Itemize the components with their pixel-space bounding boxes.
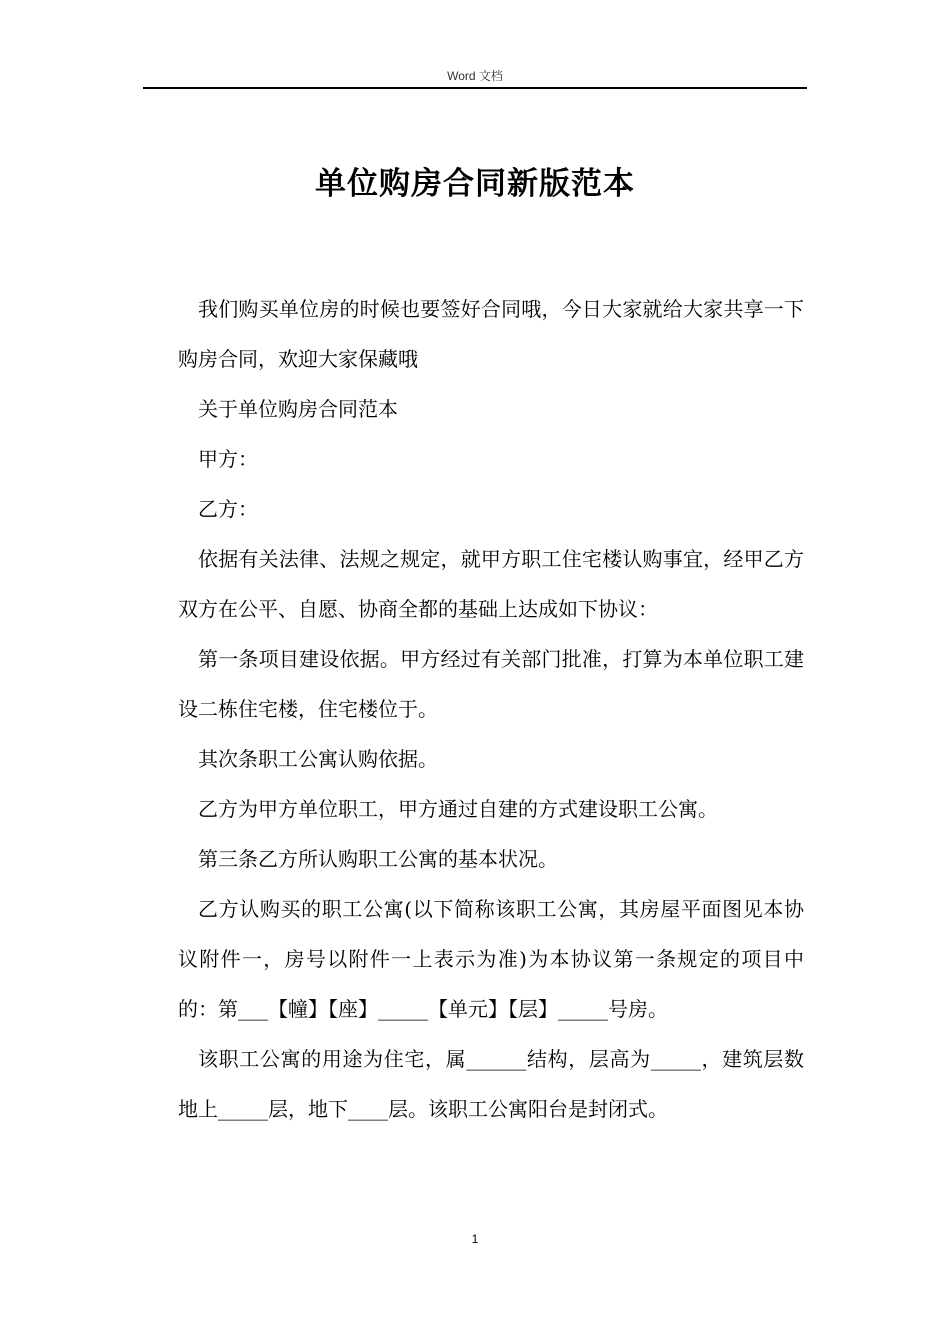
paragraph-preamble: 依据有关法律、法规之规定，就甲方职工住宅楼认购事宜，经甲乙方双方在公平、自愿、协商全都的基础上达成如下协议： [178,547,804,621]
paragraph-article-3-usage: 该职工公寓的用途为住宅，属______结构，层高为_____，建筑层数地上_____层，地下____层。该职工公寓阳台是封闭式。 [178,1047,804,1121]
paragraph-article-2: 其次条职工公寓认购依据。 [198,747,438,771]
paragraph-intro: 我们购买单位房的时候也要签好合同哦，今日大家就给大家共享一下购房合同，欢迎大家保藏哦 [178,297,804,371]
paragraph-article-1: 第一条项目建设依据。甲方经过有关部门批准，打算为本单位职工建设二栋住宅楼，住宅楼位于。 [178,647,804,721]
page-header: Word 文档 [447,69,503,83]
paragraph-article-2-body: 乙方为甲方单位职工，甲方通过自建的方式建设职工公寓。 [198,797,718,821]
paragraph-party-b: 乙方： [198,497,258,521]
header-divider [143,87,807,89]
paragraph-article-3: 第三条乙方所认购职工公寓的基本状况。 [198,847,558,871]
page-number: 1 [471,1232,479,1246]
paragraph-article-3-body: 乙方认购买的职工公寓(以下简称该职工公寓，其房屋平面图见本协议附件一，房号以附件一上表示为准)为本协议第一条规定的项目中的：第___【幢】【座】_____【单元】【层】_____号房。 [178,897,804,1021]
paragraph-subtitle: 关于单位购房合同范本 [198,397,398,421]
document-title: 单位购房合同新版范本 [315,166,635,202]
document-body [178,284,804,1134]
paragraph-party-a: 甲方： [198,447,258,471]
